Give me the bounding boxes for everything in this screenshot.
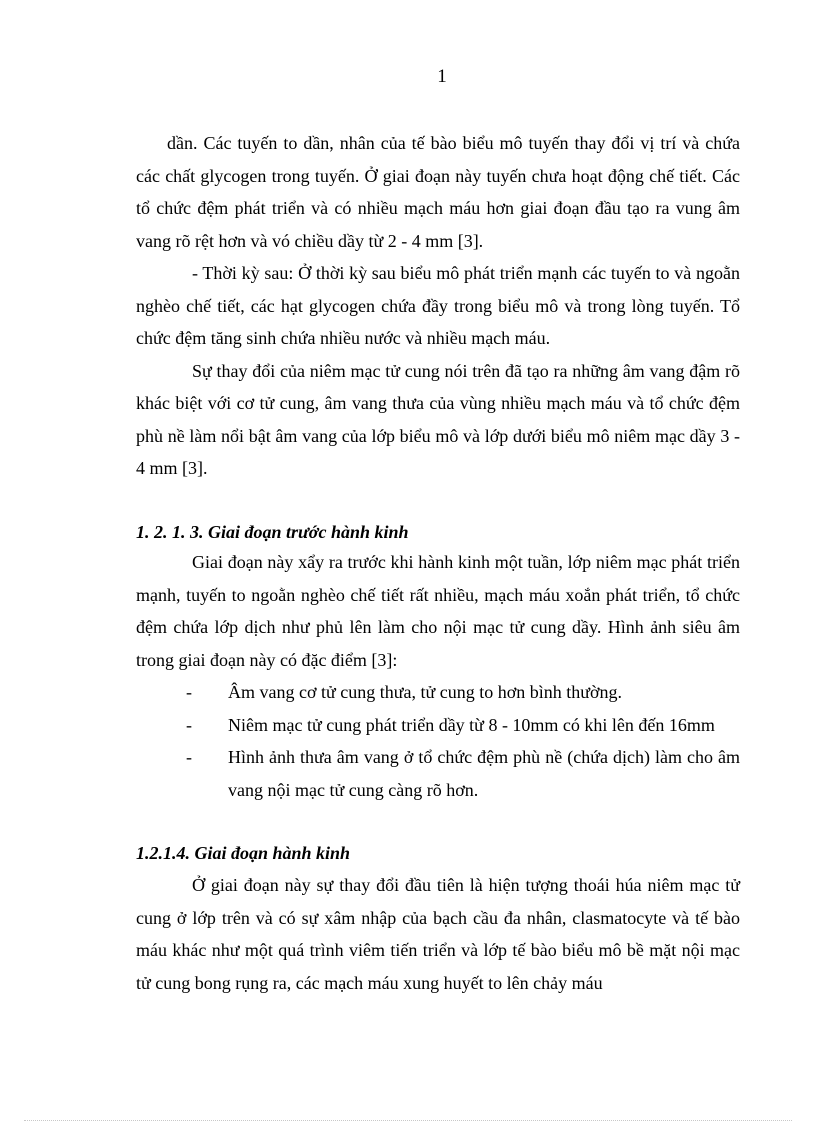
bullet-dash: - [186,714,192,735]
bullet-text: Hình ảnh thưa âm vang ở tổ chức đệm phù nề (chứa dịch) làm cho âm vang nội mạc tử cung càng rõ hơn. [228,747,740,800]
paragraph: Sự thay đổi của niêm mạc tử cung nói trên đã tạo ra những âm vang đậm rõ khác biệt với cơ tử cung, âm vang thưa của vùng nhiều mạch máu và tổ chức đệm phù nề làm nổi bật âm vang của lớp biểu mô và lớp dưới biểu mô niêm mạc dầy 3 - 4 mm [3]. [136,360,740,478]
footer-rule [24,1120,792,1121]
paragraph: Giai đoạn này xẩy ra trước khi hành kinh một tuần, lớp niêm mạc phát triển mạnh, tuyến to ngoằn nghèo chế tiết rất nhiều, mạch máu xoắn phát triển, tổ chức đệm chứa lớp dịch như phủ lên làm cho nội mạc tử cung dầy. Hình ảnh siêu âm trong giai đoạn này có đặc điểm [3]: [136,552,740,670]
section-b-body [136,546,740,676]
list-item [136,741,740,806]
paragraph: dần. Các tuyến to dần, nhân của tế bào biểu mô tuyến thay đổi vị trí và chứa các chất glycogen trong tuyến. Ở giai đoạn này tuyến chưa hoạt động chế tiết. Các tổ chức đệm phát triển và có nhiều mạch máu hơn giai đoạn đầu tạo ra vung âm vang rõ rệt hơn và vó chiều dầy từ 2 - 4 mm [3]. [136,133,740,251]
section-heading: 1.2.1.4. Giai đoạn hành kinh [136,843,351,863]
bullet-text: Niêm mạc tử cung phát triển dầy từ 8 - 10mm có khi lên đến 16mm [228,714,715,735]
list-item [136,676,740,709]
bullet-list [136,676,740,806]
section-c-body [136,869,740,999]
section-a [136,127,740,485]
bullet-dash: - [186,747,192,767]
paragraph: - Thời kỳ sau: Ở thời kỳ sau biểu mô phát triển mạnh các tuyến to và ngoằn nghèo chế tiết, các hạt glycogen chứa đầy trong biểu mô và trong lòng tuyến. Tổ chức đệm tăng sinh chứa nhiều nước và nhiều mạch máu. [136,263,740,348]
page-number: 1 [437,66,447,87]
section-heading: 1. 2. 1. 3. Giai đoạn trước hành kinh [136,522,409,542]
paragraph: Ở giai đoạn này sự thay đổi đầu tiên là hiện tượng thoái húa niêm mạc tử cung ở lớp trên và có sự xâm nhập của bạch cầu đa nhân, clasmatocyte và tế bào máu khác như một quá trình viêm tiến triển và lớp tế bào biểu mô bề mặt nội mạc tử cung bong rụng ra, các mạch máu xung huyết to lên chảy máu [136,875,740,993]
bullet-dash: - [186,682,192,702]
list-item [136,709,740,742]
bullet-text: Âm vang cơ tử cung thưa, tử cung to hơn bình thường. [228,682,623,702]
